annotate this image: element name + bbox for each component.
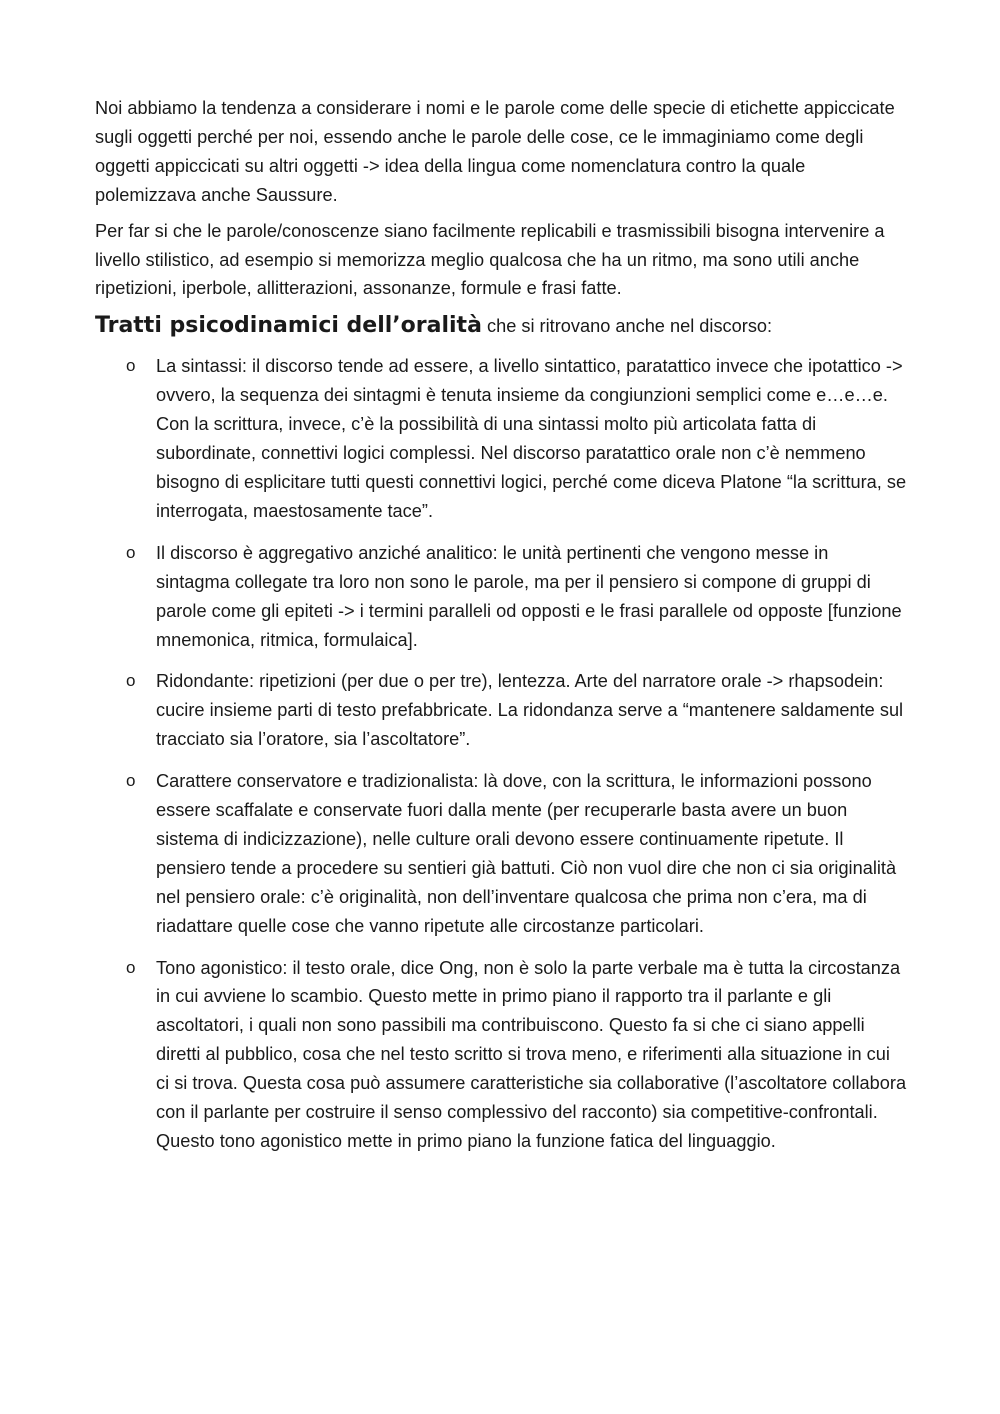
list-item-text: Tono agonistico: il testo orale, dice Ong, non è solo la parte verbale ma è tutta la circostanza in cui avviene lo scambio. Questo mette in primo piano il rapporto tra il parlante e gli ascoltatori, i quali non sono passibili ma contribuiscono. Questo fa si che ci siano appelli diretti al pubblico, cosa che nel testo scritto si trova meno, e riferimenti alla situazione in cui ci si trova. Questa cosa può assumere caratteristiche sia collaborative (l’ascoltatore collabora con il parlante per costruire il senso complessivo del racconto) sia competitive-confrontali. Questo tono agonistico mette in primo piano la funzione fatica del linguaggio. <box>156 957 907 1151</box>
document-page <box>95 94 907 1169</box>
section-heading <box>95 310 907 342</box>
bullet-marker-icon: o <box>126 356 136 376</box>
list-item-text: Il discorso è aggregativo anziché analitico: le unità pertinenti che vengono messe in sintagma collegate tra loro non sono le parole, ma per il pensiero si compone di gruppi di parole come gli epiteti -> i termini paralleli od opposti e le frasi parallele od opposte [funzione mnemonica, ritmica, formulaica]. <box>156 542 902 650</box>
list-item-text: Carattere conservatore e tradizionalista: là dove, con la scrittura, le informazioni possono essere scaffalate e conservate fuori dalla mente (per recuperarle basta avere un buon sistema di indicizzazione), nelle culture orali devono essere continuamente ripetute. Il pensiero tende a procedere su sentieri già battuti. Ciò non vuol dire che non ci sia originalità nel pensiero orale: c’è originalità, non dell’inventare qualcosa che prima non c’era, ma di riadattare quelle cose che vanno ripetute alle circostanze particolari. <box>156 771 897 936</box>
paragraph-stile: Per far si che le parole/conoscenze siano facilmente replicabili e trasmissibili bisogna intervenire a livello stilistico, ad esempio si memorizza meglio qualcosa che ha un ritmo, ma sono utili anche ripetizioni, iperbole, allitterazioni, assonanze, formule e frasi fatte. <box>95 220 885 299</box>
list-item-text: Ridondante: ripetizioni (per due o per tre), lentezza. Arte del narratore orale -> rhapsodein: cucire insieme parti di testo prefabbricate. La ridondanza serve a “mantenere saldamente sul tracciato sia l’oratore, sia l’ascoltatore”. <box>156 671 904 750</box>
section-heading-title: Tratti psicodinamici dell’oralità <box>95 313 482 339</box>
bullet-marker-icon: o <box>126 671 136 691</box>
paragraph-nomenclatura: Noi abbiamo la tendenza a considerare i nomi e le parole come delle specie di etichette appiccicate sugli oggetti perché per noi, essendo anche le parole delle cose, ce le immaginiamo come degli oggetti appiccicati su altri oggetti -> idea della lingua come nomenclatura contro la quale polemizzava anche Saussure. <box>95 98 895 205</box>
list-item <box>95 767 907 940</box>
bullet-marker-icon: o <box>126 771 136 791</box>
list-item <box>95 667 907 754</box>
bullet-list <box>95 352 907 1156</box>
section-heading-subtitle: che si ritrovano anche nel discorso: <box>481 316 773 337</box>
list-item <box>95 954 907 1156</box>
bullet-marker-icon: o <box>126 957 136 977</box>
bullet-marker-icon: o <box>126 542 136 562</box>
list-item <box>95 352 907 525</box>
list-item-text: La sintassi: il discorso tende ad essere, a livello sintattico, paratattico invece che ipotattico -> ovvero, la sequenza dei sintagmi è tenuta insieme da congiunzioni semplici come e…e…e. Con la scrittura, invece, c’è la possibilità di una sintassi molto più articolata fatta di subordinate, connettivi logici complessi. Nel discorso paratattico orale non c’è nemmeno bisogno di esplicitare tutti questi connettivi logici, perché come diceva Platone “la scrittura, se interrogata, maestosamente tace”. <box>156 356 907 521</box>
list-item <box>95 539 907 655</box>
